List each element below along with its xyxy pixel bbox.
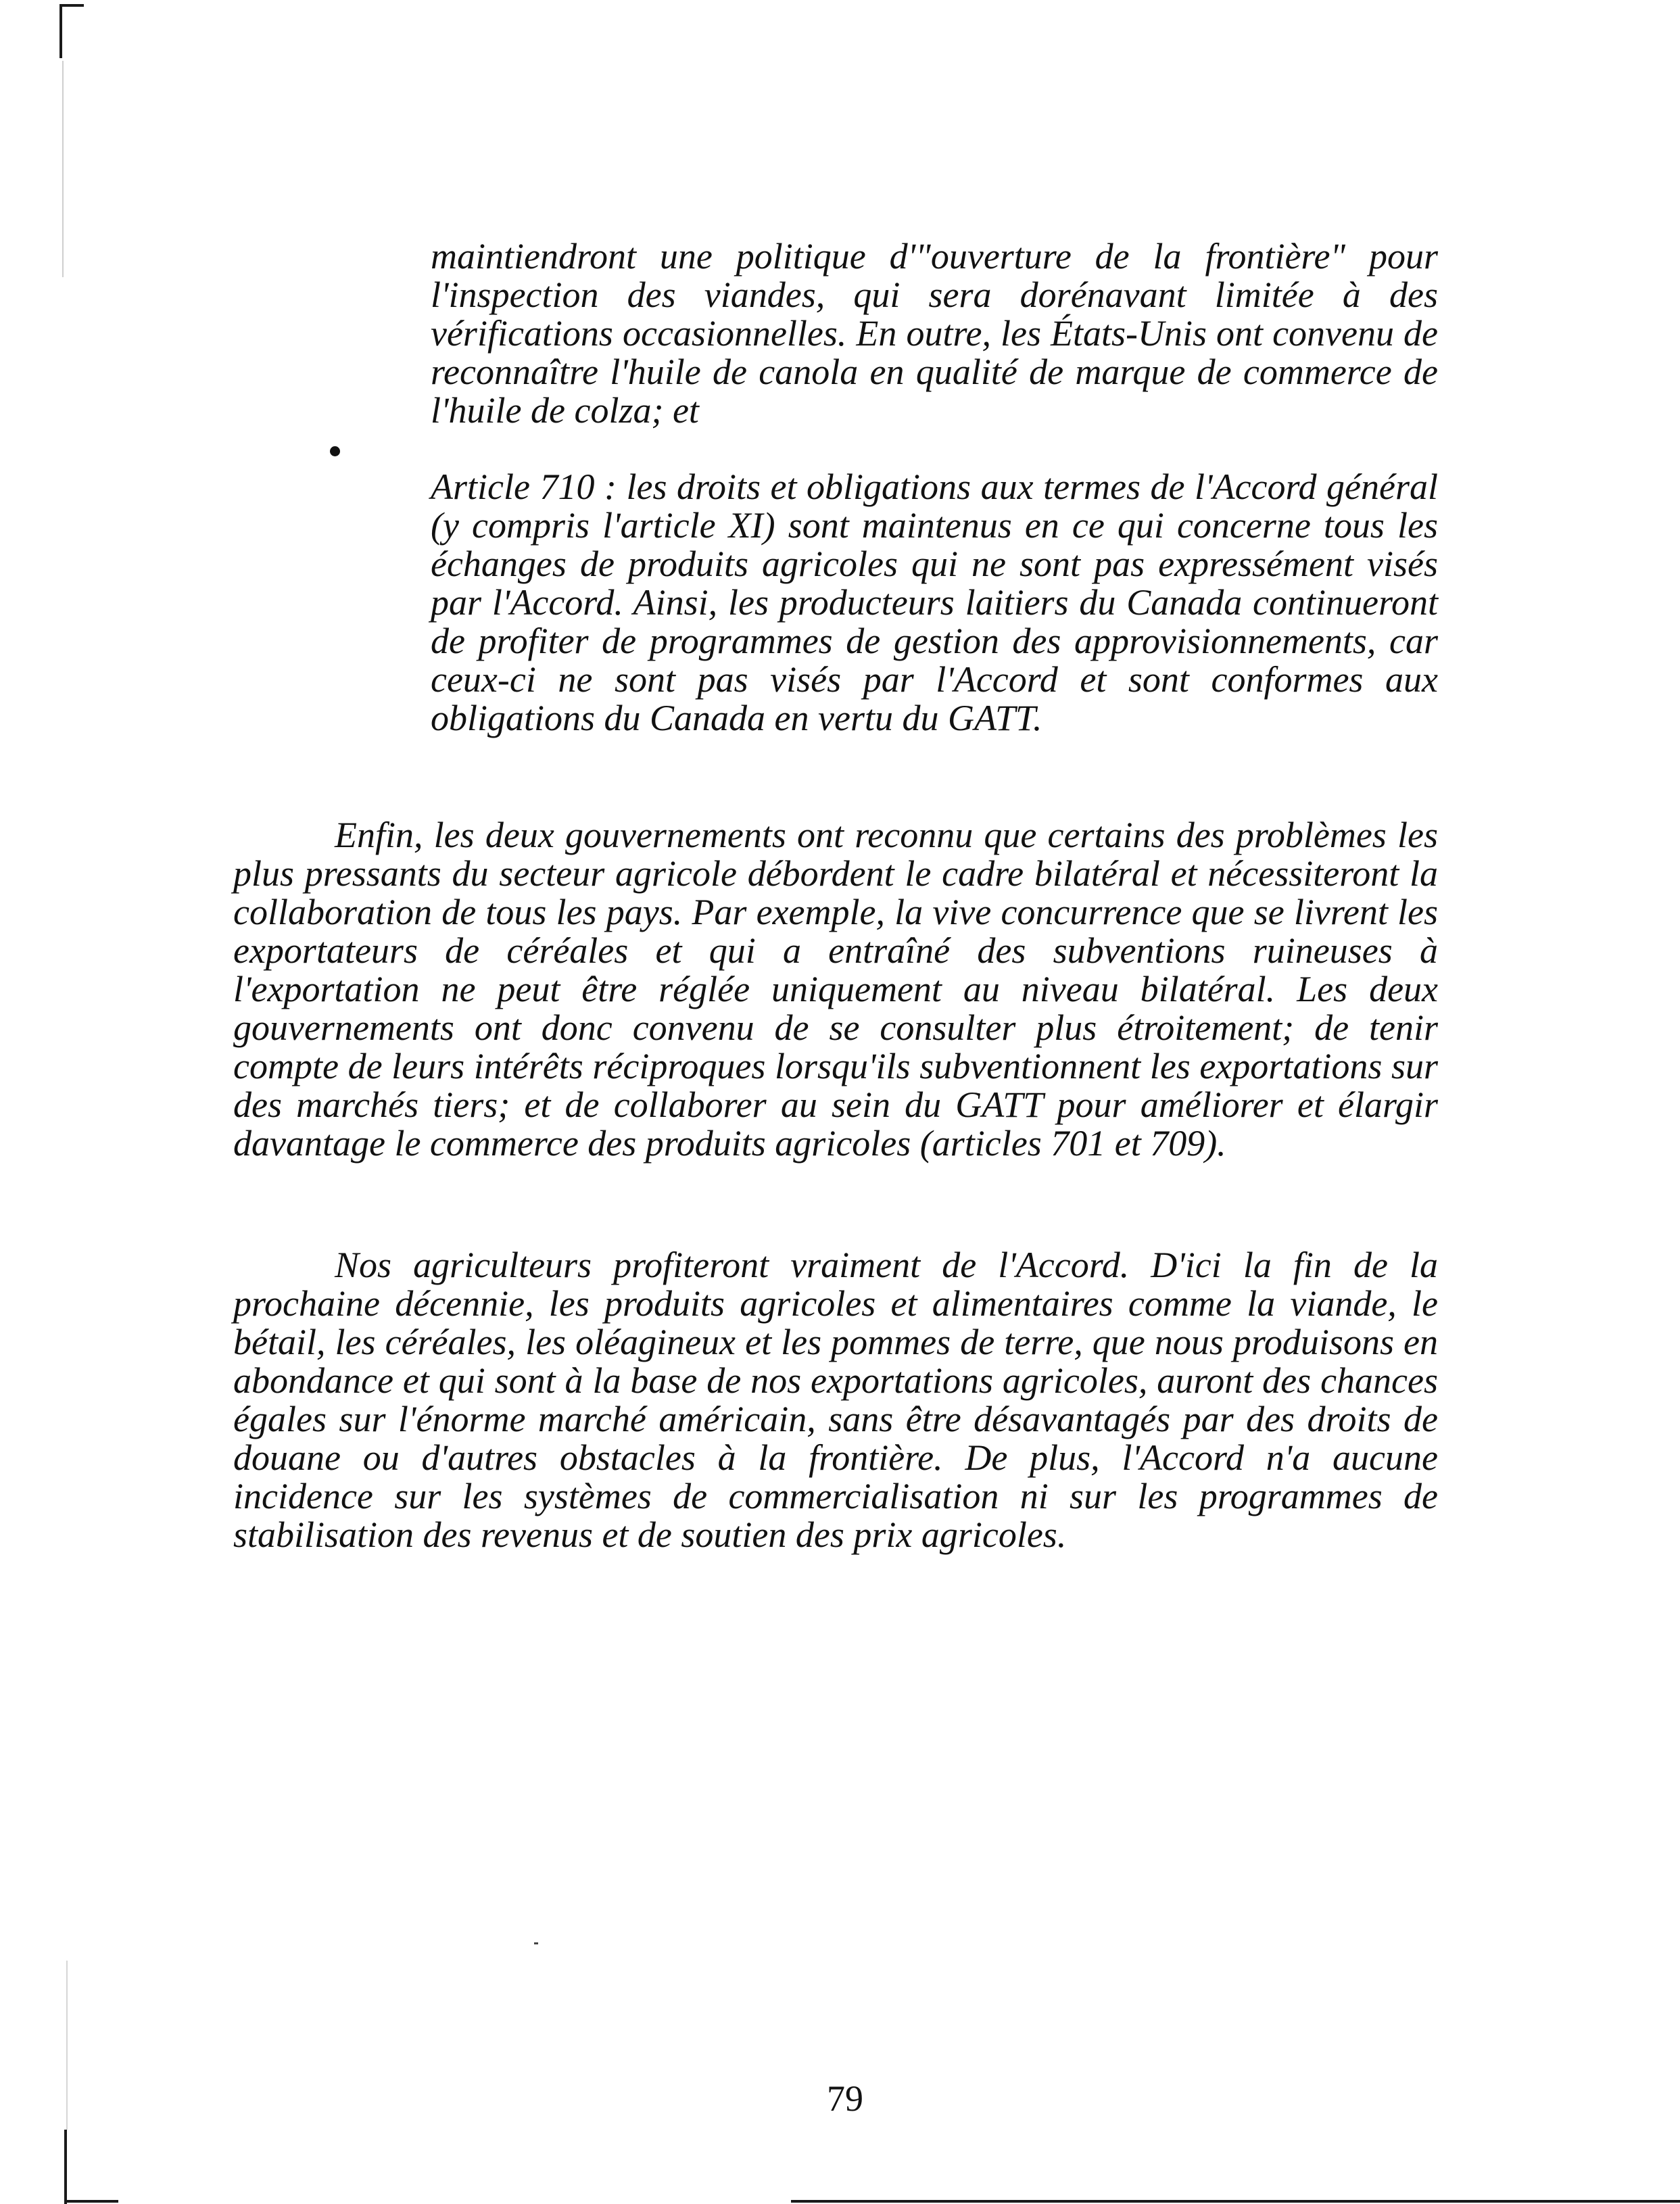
scan-border-mark <box>59 4 62 58</box>
scan-speck <box>534 1942 538 1944</box>
body-paragraph: Nos agriculteurs profiteront vraiment de l'Accord. D'ici la fin de la prochaine décennie, les produits agricoles et alimentaires comme la viande, le bétail, les céréales, les oléagineux et les pommes de terre, que nous produisons en abondance et qui sont à la base de nos exportations agricoles, auront des chances égales sur l'énorme marché américain, sans être désavantagés par des droits de douane ou d'autres obstacles à la frontière. De plus, l'Accord n'a aucune incidence sur les systèmes de commercialisation ni sur les programmes de stabilisation des revenus et de soutien des prix agricoles. <box>233 1245 1438 1555</box>
scan-border-mark <box>59 4 84 7</box>
scan-border-mark <box>64 2130 67 2204</box>
scan-border-mark <box>64 2200 118 2203</box>
scan-border-mark <box>791 2200 1680 2203</box>
body-paragraph: Enfin, les deux gouvernements ont reconnu que certains des problèmes les plus pressants du secteur agricole débordent le cadre bilatéral et nécessiteront la collaboration de tous les pays. Par exemple, la vive concurrence que se livrent les exportateurs de céréales et qui a entraîné des subventions ruineuses à l'exportation ne peut être réglée uniquement au niveau bilatéral. Les deux gouvernements ont donc convenu de se consulter plus étroitement; de tenir compte de leurs intérêts réciproques lorsqu'ils subventionnent les exportations sur des marchés tiers; et de collaborer au sein du GATT pour améliorer et élargir davantage le commerce des produits agricoles (articles 701 et 709). <box>233 815 1438 1164</box>
scan-border-mark <box>62 61 64 277</box>
bullet-icon <box>329 438 343 452</box>
bullet-continuation-text: maintiendront une politique d'"ouverture de la frontière" pour l'inspection des viandes, qui sera dorénavant limitée à des vérifications occasionnelles. En outre, les États-Unis ont convenu de reconnaître l'huile de canola en qualité de marque de commerce de l'huile de colza; et <box>431 236 1438 431</box>
page-number: 79 <box>827 2078 863 2119</box>
bullet-item-article-710: Article 710 : les droits et obligations aux termes de l'Accord général (y compris l'article XI) sont maintenus en ce qui concerne tous les échanges de produits agricoles qui ne sont pas expressément visés par l'Accord. Ainsi, les producteurs laitiers du Canada continueront de profiter de programmes de gestion des approvisionnements, car ceux-ci ne sont pas visés par l'Accord et sont conformes aux obligations du Canada en vertu du GATT. <box>431 466 1438 738</box>
scan-border-mark <box>66 1961 68 2130</box>
